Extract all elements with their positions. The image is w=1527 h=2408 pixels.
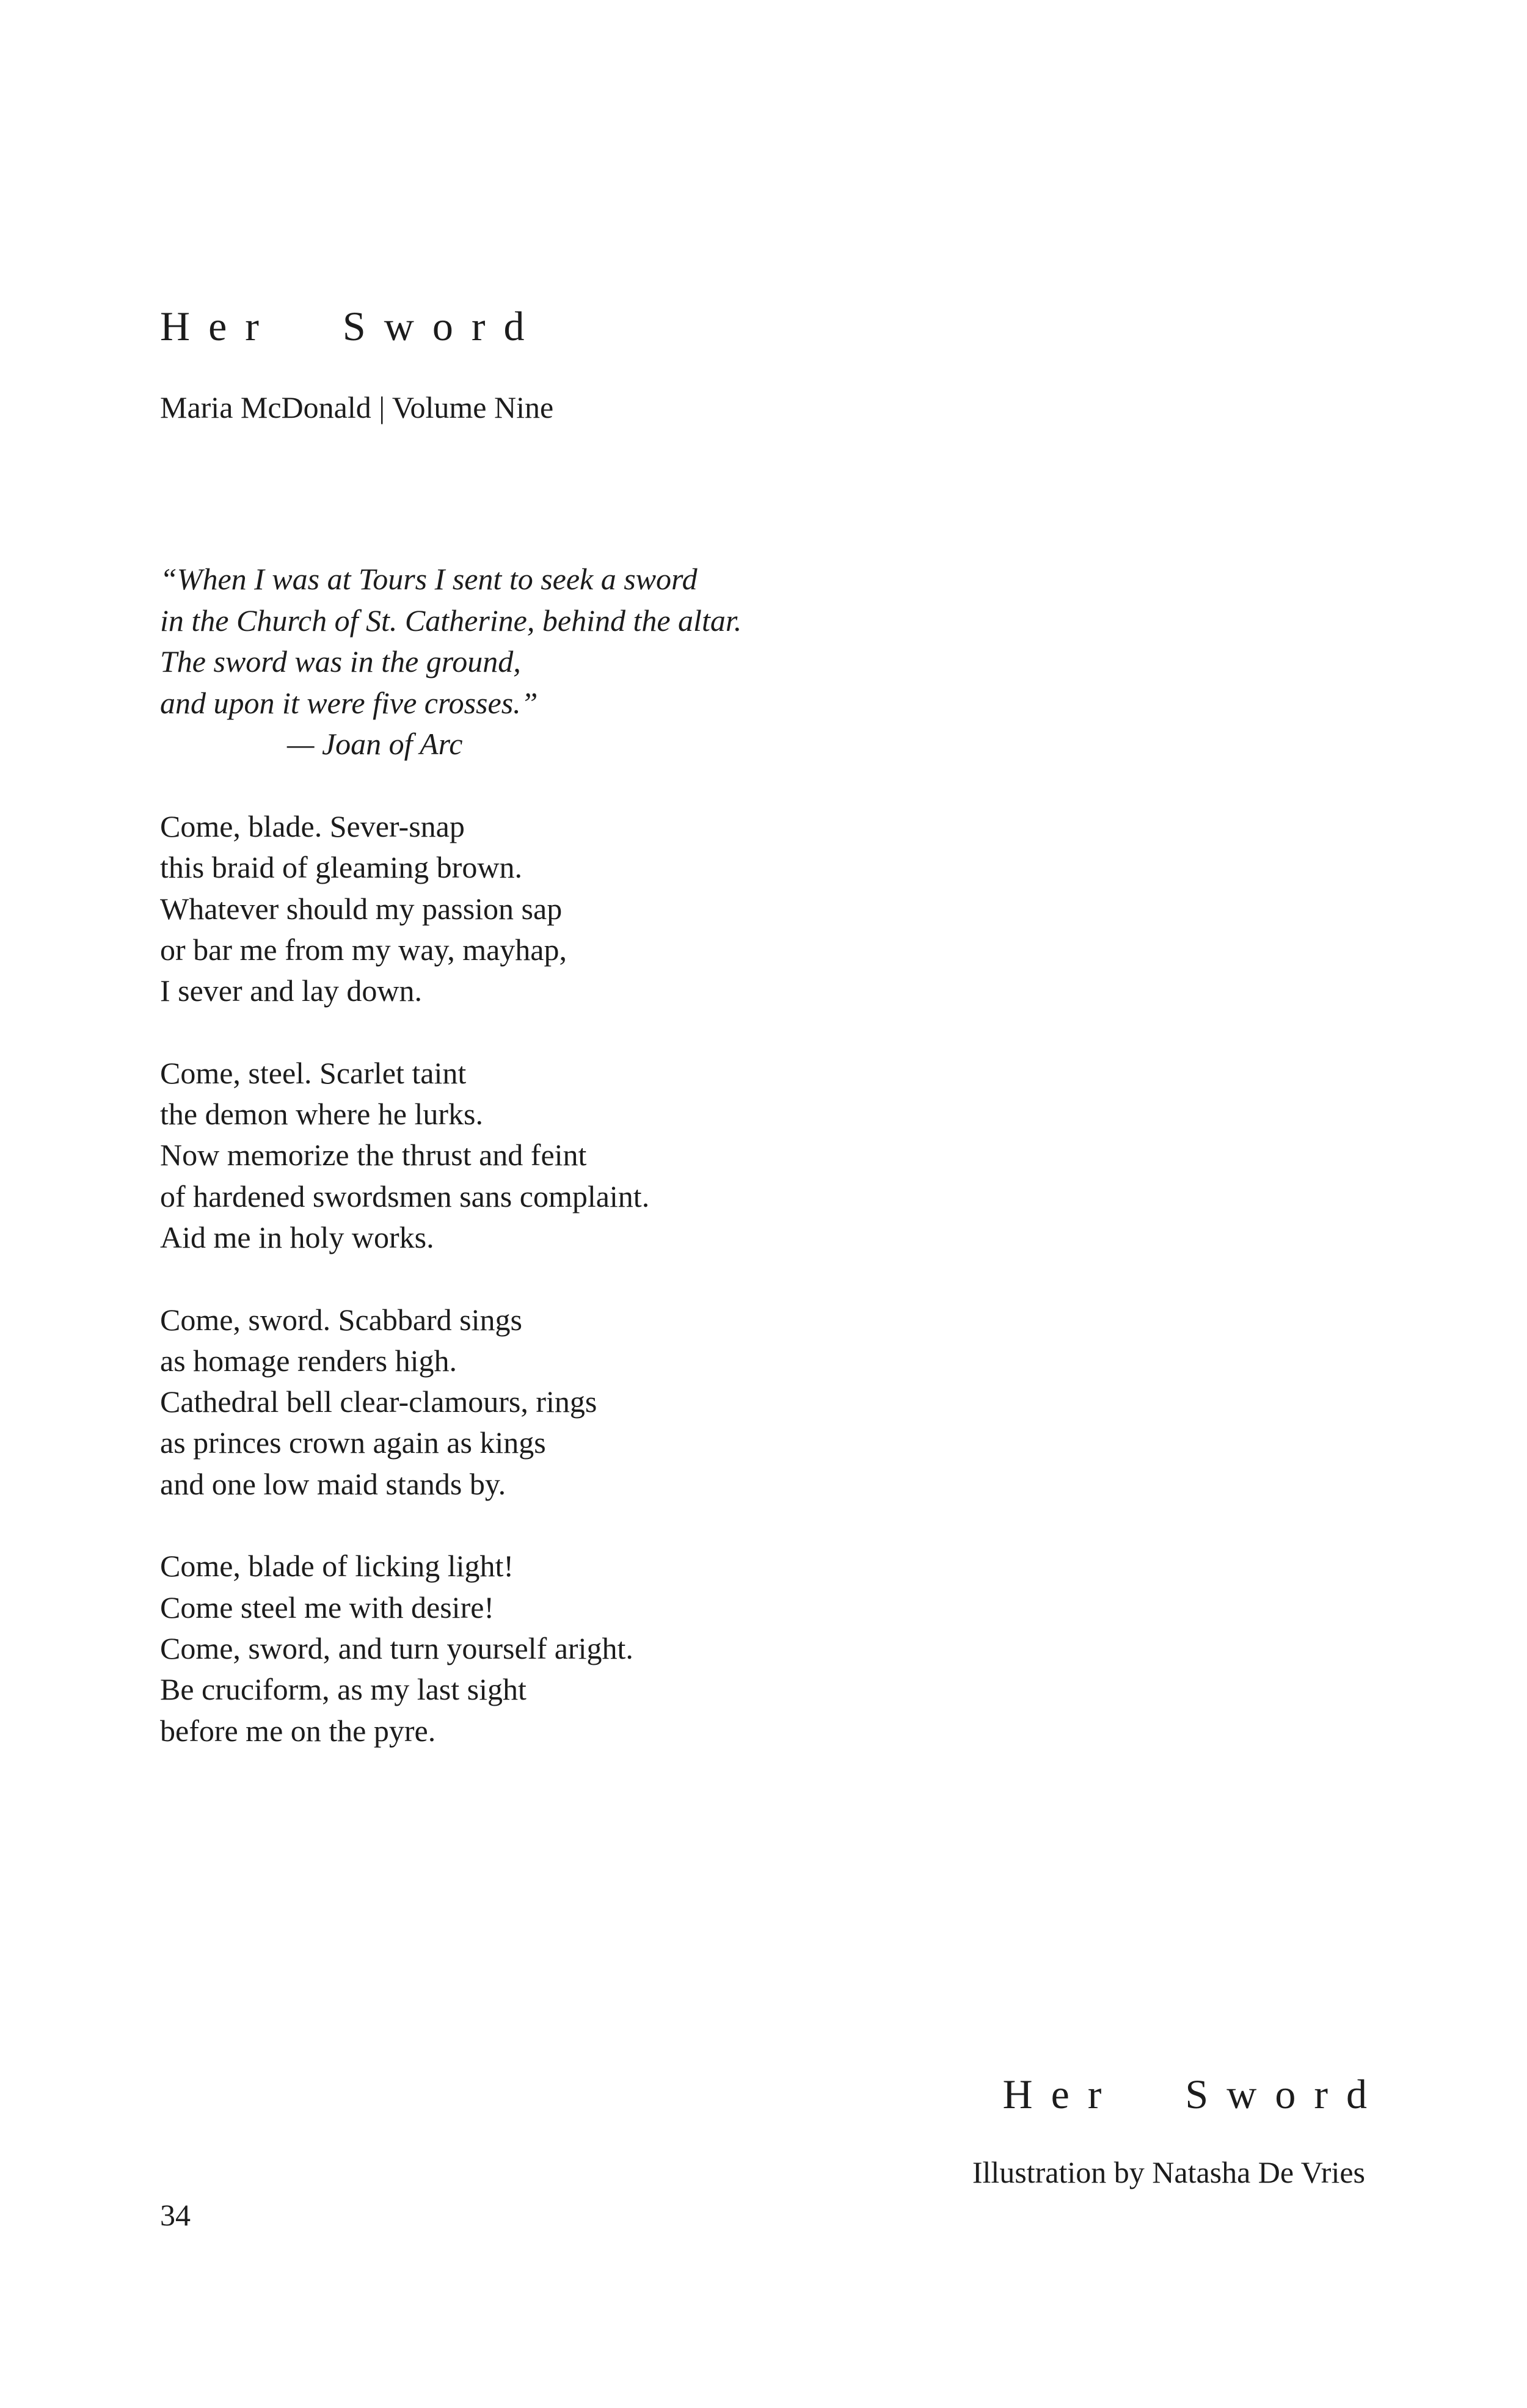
page-number: 34	[160, 2198, 191, 2232]
epigraph-line: in the Church of St. Catherine, behind the altar.	[160, 603, 742, 638]
epigraph	[160, 559, 742, 765]
poem-line: Now memorize the thrust and feint	[160, 1138, 587, 1173]
epigraph-line: and upon it were five crosses.”	[160, 685, 538, 720]
epigraph-line: “When I was at Tours I sent to seek a sword	[160, 562, 698, 596]
poem-line: Aid me in holy works.	[160, 1220, 434, 1254]
poem-line: Come, steel. Scarlet taint	[160, 1055, 467, 1090]
poem-line: or bar me from my way, mayhap,	[160, 932, 567, 967]
poem-line: as princes crown again as kings	[160, 1425, 546, 1460]
poem-line: Cathedral bell clear-clamours, rings	[160, 1384, 597, 1419]
poem-line: Come, blade. Sever-snap	[160, 809, 465, 843]
poem-line: Be cruciform, as my last sight	[160, 1672, 527, 1707]
author-byline: Maria McDonald | Volume Nine	[160, 390, 554, 424]
poem-line: Come steel me with desire!	[160, 1590, 495, 1624]
stanza	[160, 1300, 649, 1505]
stanza	[160, 806, 649, 1011]
poem-body	[160, 806, 649, 1792]
poem-line: before me on the pyre.	[160, 1713, 436, 1748]
poem-line: Whatever should my passion sap	[160, 891, 563, 926]
poem-line: I sever and lay down.	[160, 973, 423, 1008]
footer-title: Her Sword	[1002, 2071, 1385, 2117]
poem-line: the demon where he lurks.	[160, 1097, 484, 1132]
poem-line: Come, sword, and turn yourself aright.	[160, 1631, 633, 1665]
poem-title: Her Sword	[160, 303, 543, 349]
poem-line: Come, blade of licking light!	[160, 1549, 514, 1584]
poem-line: of hardened swordsmen sans complaint.	[160, 1179, 650, 1213]
poem-line: and one low maid stands by.	[160, 1466, 506, 1501]
poem-line: this braid of gleaming brown.	[160, 850, 522, 885]
stanza	[160, 1053, 649, 1258]
illustration-credit: Illustration by Natasha De Vries	[972, 2155, 1365, 2189]
poem-line: as homage renders high.	[160, 1343, 457, 1378]
stanza	[160, 1546, 649, 1751]
epigraph-line: The sword was in the ground,	[160, 644, 521, 678]
epigraph-attribution: — Joan of Arc	[287, 727, 463, 761]
poem-line: Come, sword. Scabbard sings	[160, 1302, 522, 1337]
